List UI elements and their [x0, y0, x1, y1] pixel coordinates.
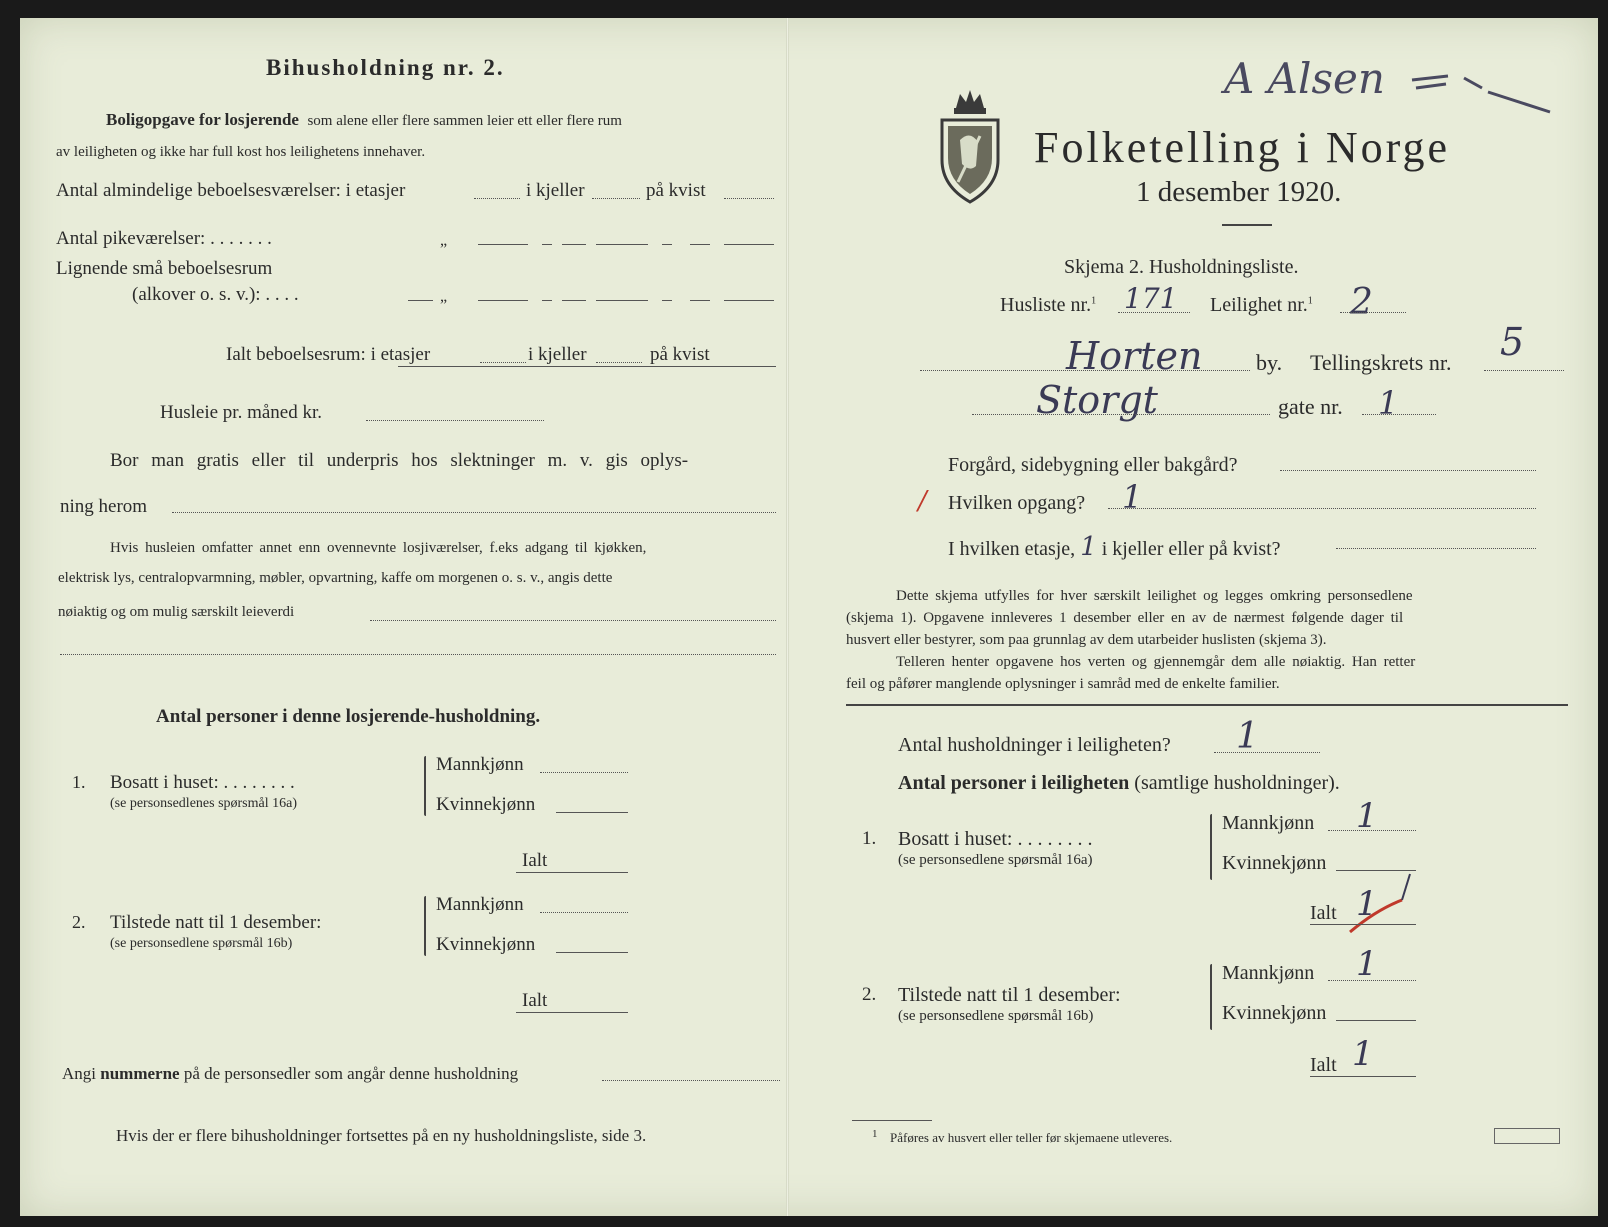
note-line-1: Hvis husleien omfatter annet enn ovennevnte losjiværelser, f.eks adgang til kjøkken, — [110, 540, 647, 556]
etasje-pre: I hvilken etasje, — [948, 538, 1076, 560]
intro-bold: Boligopgave for losjerende — [106, 110, 299, 129]
husliste-value: 171 — [1124, 282, 1178, 315]
intro-rest: som alene eller flere sammen leier ett eller flere rum — [307, 113, 622, 129]
angi-line — [62, 1064, 518, 1084]
printer-stamp-icon — [1494, 1128, 1560, 1144]
opgang-question: Hvilken opgang? — [948, 492, 1086, 514]
intro-line-2: av leiligheten og ikke har full kost hos leilighetens innehaver. — [56, 144, 426, 160]
left-q2-sub: (se personsedlene spørsmål 16b) — [110, 936, 293, 951]
left-q1-mann-label: Mannkjønn — [436, 754, 524, 775]
right-q2-mann-label: Mannkjønn — [1222, 962, 1315, 984]
etasje-value: 1 — [1080, 532, 1097, 562]
rooms-kvist: på kvist — [646, 180, 706, 201]
right-q2-sub: (se personsedlene spørsmål 16b) — [898, 1008, 1094, 1024]
gratis-line-1: Bor man gratis eller til underpris hos slektninger m. v. gis oplys- — [110, 450, 689, 471]
persons-bold: Antal personer i leiligheten — [898, 772, 1130, 794]
lignende-label-1: Lignende små beboelsesrum — [56, 258, 273, 279]
husholdninger-question: Antal husholdninger i leiligheten? — [898, 734, 1171, 756]
right-q2-kvinne-label: Kvinnekjønn — [1222, 1002, 1327, 1024]
right-q1-mann-label: Mannkjønn — [1222, 812, 1315, 834]
corner-note: A Alsen — [1224, 54, 1385, 103]
instruction-line-4: Telleren henter opgavene hos verten og gjennemgår dem alle nøiaktig. Han retter — [896, 654, 1416, 670]
lignende-label-2: (alkover o. s. v.): . . . . — [132, 284, 299, 305]
skjema-label: Skjema 2. Husholdningsliste. — [1064, 256, 1299, 278]
right-q2-ialt-label: Ialt — [1310, 1054, 1337, 1076]
right-q2-ialt-value: 1 — [1352, 1034, 1374, 1074]
right-q1-mann-value: 1 — [1356, 796, 1378, 836]
note-line-3: nøiaktig og om mulig særskilt leieverdi — [58, 604, 295, 620]
left-q1-ialt-label: Ialt — [522, 850, 548, 871]
husliste-label: Husliste nr.$^1$ — [1000, 294, 1097, 316]
right-q2-brace — [1210, 964, 1212, 1030]
right-persons-heading — [898, 772, 1340, 795]
instruction-line-5: feil og påfører manglende oplysninger i samråd med de enkelte familier. — [846, 676, 1280, 692]
ditto-mark: „ — [440, 288, 448, 305]
leilighet-label: Leilighet nr.$^1$ — [1210, 294, 1313, 316]
left-q1-brace — [424, 756, 426, 816]
gate-label: gate nr. — [1278, 394, 1343, 419]
form-title: Folketelling i Norge — [1034, 123, 1451, 172]
persons-rest: (samtlige husholdninger). — [1134, 772, 1340, 794]
forgaard-question: Forgård, sidebygning eller bakgård? — [948, 454, 1238, 476]
coat-of-arms-icon — [936, 86, 1004, 206]
rooms-kjeller: i kjeller — [526, 180, 585, 201]
left-title: Bihusholdning nr. 2. — [266, 55, 505, 80]
left-q2-ialt-label: Ialt — [522, 990, 548, 1011]
ialt-rooms-label: Ialt beboelsesrum: i etasjer — [226, 344, 431, 365]
margin-mark: / — [918, 486, 927, 516]
right-q1-number: 1. — [862, 828, 877, 849]
right-q1-kvinne-label: Kvinnekjønn — [1222, 852, 1327, 874]
intro-line-1 — [106, 110, 622, 130]
gratis-line-2: ning herom — [60, 496, 148, 517]
left-q2-kvinne-label: Kvinnekjønn — [436, 934, 536, 955]
left-q1-number: 1. — [72, 772, 86, 792]
corner-scribble-icon — [1408, 66, 1558, 116]
right-q2-number: 2. — [862, 984, 877, 1005]
etasje-rest: i kjeller eller på kvist? — [1101, 538, 1281, 560]
gate-value: Storgt — [1036, 378, 1158, 422]
instruction-line-1: Dette skjema utfylles for hver særskilt leilighet og legges omkring personsedlene — [896, 588, 1413, 604]
left-footer: Hvis der er flere bihusholdninger fortsettes på en ny husholdningsliste, side 3. — [116, 1126, 647, 1145]
left-q2-number: 2. — [72, 912, 86, 932]
right-q1-sub: (se personsedlene spørsmål 16a) — [898, 852, 1093, 868]
right-q1-label: Bosatt i huset: . . . . . . . . — [898, 828, 1093, 850]
left-q1-label: Bosatt i huset: . . . . . . . . — [110, 772, 295, 793]
left-q1-sub: (se personsedlenes spørsmål 16a) — [110, 796, 298, 811]
by-label: by. — [1256, 350, 1283, 375]
right-q1-ialt-label: Ialt — [1310, 902, 1337, 924]
left-q2-mann-label: Mannkjønn — [436, 894, 524, 915]
left-persons-heading: Antal personer i denne losjerende-husholdning. — [156, 706, 541, 727]
right-q1-brace — [1210, 814, 1212, 880]
tellingskrets-value: 5 — [1500, 320, 1525, 364]
form-date: 1 desember 1920. — [1136, 176, 1342, 208]
footnote-number: 1 — [872, 1128, 878, 1140]
pike-label: Antal pikeværelser: . . . . . . . — [56, 228, 272, 249]
left-q1-kvinne-label: Kvinnekjønn — [436, 794, 536, 815]
right-q2-label: Tilstede natt til 1 desember: — [898, 984, 1121, 1006]
ditto-mark: „ — [440, 232, 448, 249]
right-q2-mann-value: 1 — [1356, 944, 1378, 984]
left-q2-label: Tilstede natt til 1 desember: — [110, 912, 322, 933]
ialt-rooms-kvist: på kvist — [650, 344, 710, 365]
note-line-2: elektrisk lys, centralopvarmning, møbler, opvartning, kaffe om morgenen o. s. v., angis dette — [58, 570, 613, 586]
angi-rest: på de personsedler som angår denne husholdning — [183, 1064, 519, 1083]
footnote-text: Påføres av husvert eller teller før skjemaene utleveres. — [890, 1130, 1173, 1145]
right-q1-ialt-value: 1 — [1356, 884, 1378, 924]
left-q2-brace — [424, 896, 426, 956]
angi-bold: nummerne — [100, 1064, 180, 1083]
rooms-label: Antal almindelige beboelsesværelser: i etasjer — [56, 180, 406, 201]
ialt-rooms-kjeller: i kjeller — [528, 344, 587, 365]
center-fold — [786, 18, 789, 1216]
husleie-label: Husleie pr. måned kr. — [160, 402, 322, 423]
leilighet-value: 2 — [1350, 282, 1373, 323]
red-check-icon — [1346, 870, 1422, 940]
by-value: Horten — [1066, 334, 1203, 378]
opgang-value: 1 — [1122, 478, 1143, 516]
etasje-question — [948, 532, 1281, 562]
instruction-line-3: husvert eller bestyrer, som paa grunnlag av dem utarbeider huslisten (skjema 3). — [846, 632, 1327, 648]
instruction-line-2: (skjema 1). Opgavene innleveres 1 desember eller en av de nærmest følgende dager til — [846, 610, 1404, 626]
gate-nr-value: 1 — [1378, 384, 1399, 422]
husholdninger-value: 1 — [1236, 716, 1259, 757]
tellingskrets-label: Tellingskrets nr. — [1310, 350, 1452, 375]
angi-pre: Angi — [62, 1064, 96, 1083]
